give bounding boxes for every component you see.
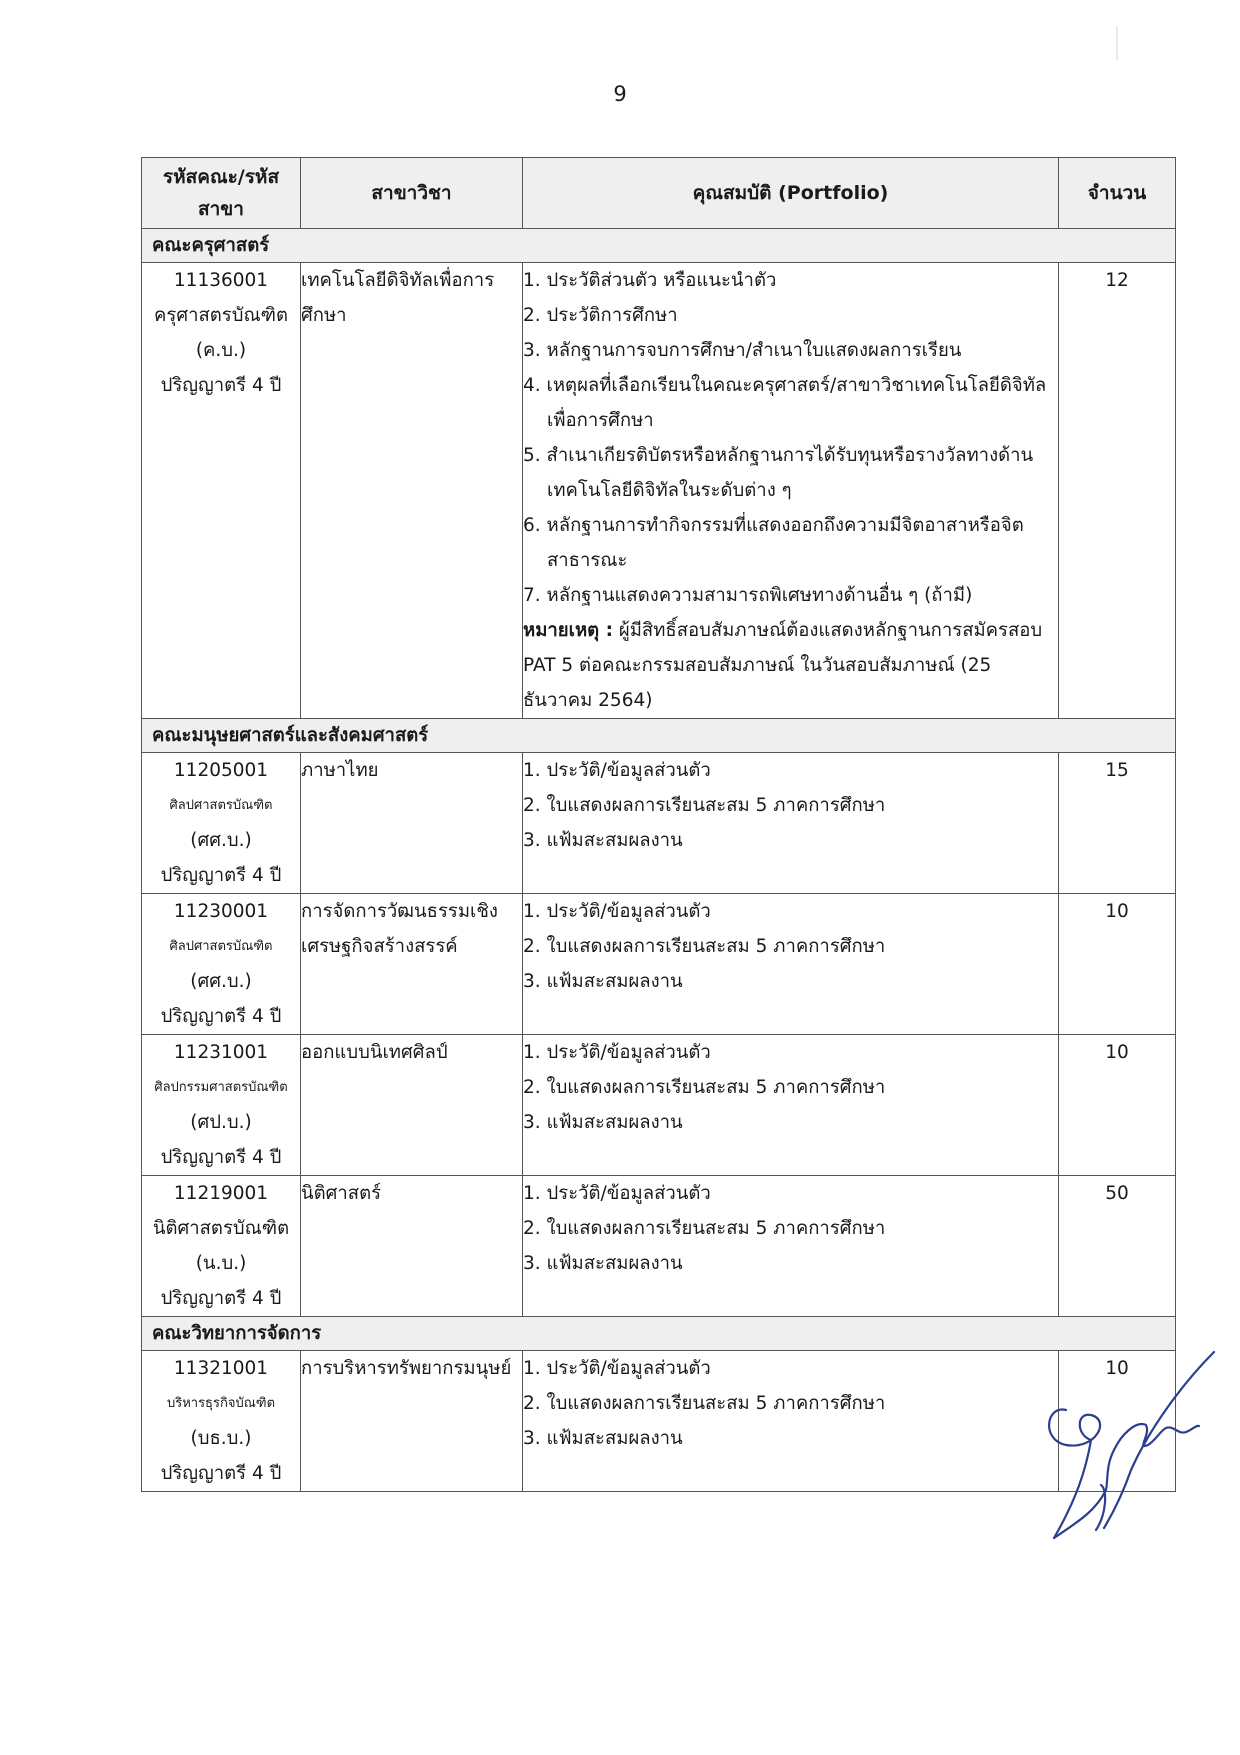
degree-duration: ปริญญาตรี 4 ปี <box>160 1147 282 1168</box>
qualification-item: 2. ใบแสดงผลการเรียนสะสม 5 ภาคการศึกษา <box>523 936 886 957</box>
program-code-cell <box>142 1176 301 1317</box>
table-header-row <box>142 158 1176 229</box>
qualification-cell <box>523 753 1059 894</box>
header-count: จำนวน <box>1059 158 1176 229</box>
qualification-cell <box>523 1035 1059 1176</box>
faculty-name: คณะวิทยาการจัดการ <box>142 1317 1176 1351</box>
major-name: ออกแบบนิเทศศิลป์ <box>301 1035 523 1176</box>
page-number: 9 <box>613 82 627 106</box>
program-code: 11321001 <box>173 1358 269 1379</box>
qualification-item: 2. ใบแสดงผลการเรียนสะสม 5 ภาคการศึกษา <box>523 1393 886 1414</box>
seat-count: 50 <box>1059 1176 1176 1317</box>
seat-count: 15 <box>1059 753 1176 894</box>
degree-name: บริหารธุรกิจบัณฑิต <box>166 1396 276 1411</box>
signature <box>1036 1340 1216 1550</box>
qualification-item: 1. ประวัติ/ข้อมูลส่วนตัว <box>523 1042 711 1063</box>
degree-abbr: (ค.บ.) <box>195 340 247 361</box>
program-code-cell <box>142 1035 301 1176</box>
seat-count: 12 <box>1059 263 1176 719</box>
degree-duration: ปริญญาตรี 4 ปี <box>160 1463 282 1484</box>
table-row <box>142 894 1176 1035</box>
qualification-item: 2. ใบแสดงผลการเรียนสะสม 5 ภาคการศึกษา <box>523 1077 886 1098</box>
qualification-item: 3. หลักฐานการจบการศึกษา/สำเนาใบแสดงผลการเรียน <box>523 340 962 361</box>
qualification-item: 3. แฟ้มสะสมผลงาน <box>523 1112 683 1133</box>
seat-count: 10 <box>1059 894 1176 1035</box>
seat-count: 10 <box>1059 1035 1176 1176</box>
qualification-cell <box>523 1351 1059 1492</box>
faculty-row <box>142 1317 1176 1351</box>
major-name: การจัดการวัฒนธรรมเชิงเศรษฐกิจสร้างสรรค์ <box>301 894 523 1035</box>
faculty-row <box>142 229 1176 263</box>
major-name: เทคโนโลยีดิจิทัลเพื่อการศึกษา <box>301 263 523 719</box>
qualification-item: 3. แฟ้มสะสมผลงาน <box>523 1253 683 1274</box>
qualification-item: 7. หลักฐานแสดงความสามารถพิเศษทางด้านอื่น ๆ (ถ้ามี) <box>523 585 973 606</box>
major-name: นิติศาสตร์ <box>301 1176 523 1317</box>
degree-name: นิติศาสตรบัณฑิต <box>152 1218 290 1239</box>
table-body <box>142 229 1176 1492</box>
faculty-row <box>142 719 1176 753</box>
table-row <box>142 1176 1176 1317</box>
degree-name: ศิลปศาสตรบัณฑิต <box>169 798 273 813</box>
program-code: 11231001 <box>173 1042 269 1063</box>
seat-count: 10 <box>1059 1351 1176 1492</box>
major-name: การบริหารทรัพยากรมนุษย์ <box>301 1351 523 1492</box>
degree-duration: ปริญญาตรี 4 ปี <box>160 375 282 396</box>
qualification-list <box>523 1035 1058 1140</box>
program-code: 11219001 <box>173 1183 269 1204</box>
header-code: รหัสคณะ/รหัสสาขา <box>142 158 301 229</box>
degree-name: ครุศาสตรบัณฑิต <box>154 305 288 326</box>
qualification-item: 1. ประวัติ/ข้อมูลส่วนตัว <box>523 1358 711 1379</box>
qualification-cell <box>523 894 1059 1035</box>
degree-abbr: (ศศ.บ.) <box>190 971 252 992</box>
degree-abbr: (ศป.บ.) <box>190 1112 252 1133</box>
qualification-item: 3. แฟ้มสะสมผลงาน <box>523 830 683 851</box>
program-code: 11136001 <box>173 270 269 291</box>
qualification-item: 1. ประวัติ/ข้อมูลส่วนตัว <box>523 1183 711 1204</box>
table-row <box>142 753 1176 894</box>
qualification-item: 2. ใบแสดงผลการเรียนสะสม 5 ภาคการศึกษา <box>523 1218 886 1239</box>
qualification-item: 3. แฟ้มสะสมผลงาน <box>523 1428 683 1449</box>
program-code-cell <box>142 1351 301 1492</box>
program-code-cell <box>142 894 301 1035</box>
note-label: หมายเหตุ : <box>523 620 613 641</box>
qualification-item: 5. สำเนาเกียรติบัตรหรือหลักฐานการได้รับทุนหรือรางวัลทางด้านเทคโนโลยีดิจิทัลในระดับต่าง ๆ <box>523 445 1034 501</box>
degree-abbr: (ศศ.บ.) <box>190 830 252 851</box>
scan-mark <box>1116 26 1118 60</box>
degree-abbr: (บธ.บ.) <box>190 1428 252 1449</box>
degree-duration: ปริญญาตรี 4 ปี <box>160 1006 282 1027</box>
faculty-name: คณะครุศาสตร์ <box>142 229 1176 263</box>
qualification-list <box>523 753 1058 858</box>
admission-table <box>141 157 1176 1492</box>
note-text: ผู้มีสิทธิ์สอบสัมภาษณ์ต้องแสดงหลักฐานการสมัครสอบ PAT 5 ต่อคณะกรรมสอบสัมภาษณ์ ในวันสอบสัมภาษณ์ (25 ธันวาคม 2564) <box>523 620 1043 711</box>
header-major: สาขาวิชา <box>301 158 523 229</box>
major-name: ภาษาไทย <box>301 753 523 894</box>
degree-duration: ปริญญาตรี 4 ปี <box>160 865 282 886</box>
degree-name: ศิลปกรรมศาสตรบัณฑิต <box>154 1080 288 1095</box>
program-code: 11205001 <box>173 760 269 781</box>
qualification-item: 1. ประวัติ/ข้อมูลส่วนตัว <box>523 760 711 781</box>
degree-name: ศิลปศาสตรบัณฑิต <box>169 939 273 954</box>
qualification-item: 1. ประวัติ/ข้อมูลส่วนตัว <box>523 901 711 922</box>
qualification-item: 1. ประวัติส่วนตัว หรือแนะนำตัว <box>523 270 777 291</box>
program-code: 11230001 <box>173 901 269 922</box>
qualification-item: 2. ใบแสดงผลการเรียนสะสม 5 ภาคการศึกษา <box>523 795 886 816</box>
table-row <box>142 263 1176 719</box>
degree-duration: ปริญญาตรี 4 ปี <box>160 1288 282 1309</box>
qualification-item: 2. ประวัติการศึกษา <box>523 305 678 326</box>
qualification-list <box>523 894 1058 999</box>
qualification-item: 4. เหตุผลที่เลือกเรียนในคณะครุศาสตร์/สาขาวิชาเทคโนโลยีดิจิทัลเพื่อการศึกษา <box>523 375 1047 431</box>
qualification-list <box>523 263 1058 613</box>
program-code-cell <box>142 753 301 894</box>
qualification-cell <box>523 263 1059 719</box>
note <box>523 613 1058 718</box>
qualification-list <box>523 1176 1058 1281</box>
header-qualification: คุณสมบัติ (Portfolio) <box>523 158 1059 229</box>
table-row <box>142 1035 1176 1176</box>
qualification-item: 3. แฟ้มสะสมผลงาน <box>523 971 683 992</box>
qualification-item: 6. หลักฐานการทำกิจกรรมที่แสดงออกถึงความมีจิตอาสาหรือจิตสาธารณะ <box>523 515 1024 571</box>
table-row <box>142 1351 1176 1492</box>
degree-abbr: (น.บ.) <box>195 1253 247 1274</box>
qualification-list <box>523 1351 1058 1456</box>
program-code-cell <box>142 263 301 719</box>
qualification-cell <box>523 1176 1059 1317</box>
faculty-name: คณะมนุษยศาสตร์และสังคมศาสตร์ <box>142 719 1176 753</box>
